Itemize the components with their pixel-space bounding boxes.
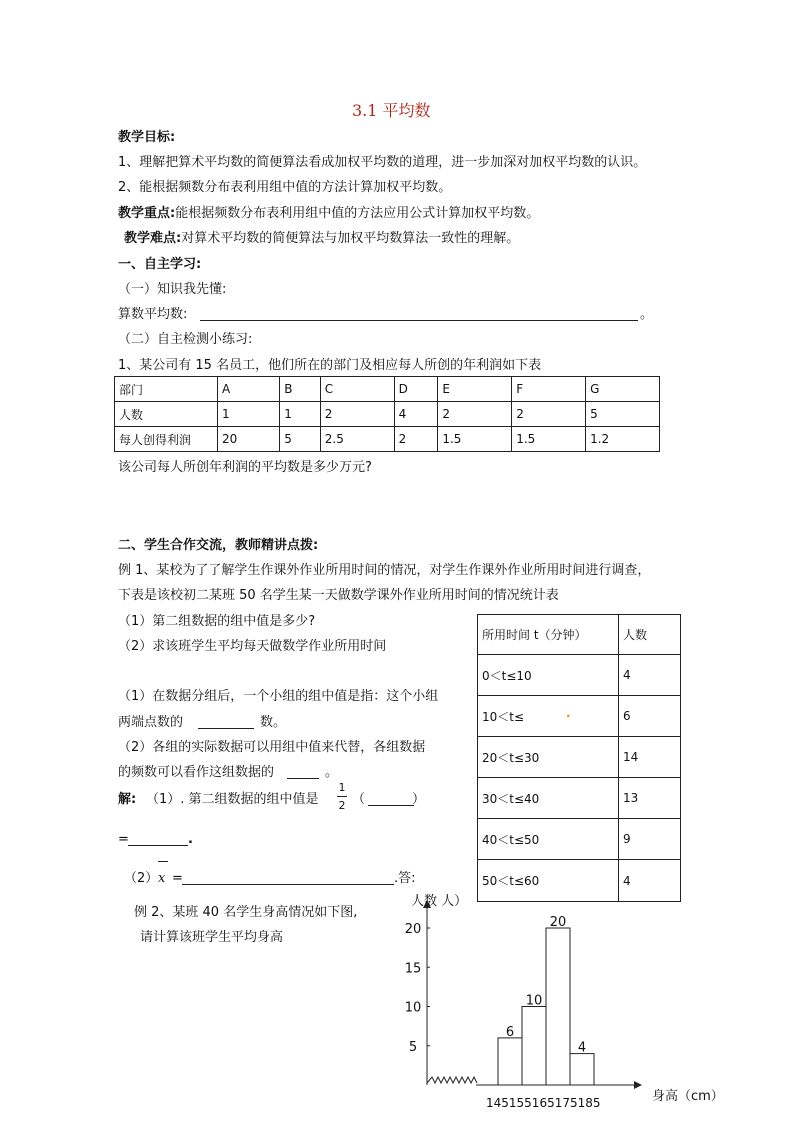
- example-1-line-1: 例 1、某校为了了解学生作课外作业所用时间的情况，对学生作课外作业所用时间进行调查，: [118, 563, 651, 578]
- table-cell: 1.2: [586, 427, 660, 452]
- note-2-line-1: （2）各组的实际数据可以用组中值来代替，各组数据: [118, 740, 426, 755]
- solution-1-paren-close: ）: [412, 792, 426, 807]
- solution-1-paren-open: （: [352, 792, 366, 807]
- table-cell: 2: [320, 402, 394, 427]
- axis-break-zigzag: [427, 1077, 477, 1083]
- table-cell: 2.5: [320, 427, 394, 452]
- solution-2-label: （2）: [124, 871, 159, 886]
- table-cell: E: [438, 377, 512, 402]
- table-cell: 4: [619, 860, 681, 902]
- note-2-text-b: 。: [325, 765, 339, 780]
- note-1-line-1: （1）在数据分组后，一个小组的组中值是指：这个小组: [118, 689, 439, 704]
- fraction-numerator: 1: [338, 781, 346, 794]
- y-tick-label: 20: [404, 922, 422, 937]
- table-cell: 1: [218, 402, 280, 427]
- table-cell: 4: [619, 655, 681, 696]
- table-cell: 14: [619, 737, 681, 778]
- table-cell: 20: [218, 427, 280, 452]
- example-1-q1: （1）第二组数据的组中值是多少?: [118, 614, 316, 629]
- note-1-text-a: 两端点数的: [118, 715, 184, 730]
- table-cell: 13: [619, 778, 681, 819]
- table-cell: 5: [280, 427, 321, 452]
- objective-1: 1、理解把算术平均数的简便算法看成加权平均数的道理，进一步加深对加权平均数的认识。: [118, 155, 647, 170]
- stray-dot: .: [566, 706, 571, 720]
- y-tick-label: 15: [404, 961, 422, 977]
- histogram-bar: [570, 1054, 594, 1085]
- table-cell: B: [280, 377, 321, 402]
- note-1-text-b: 数。: [260, 715, 287, 730]
- fraction-denominator: 2: [338, 799, 346, 812]
- table-cell: G: [586, 377, 660, 402]
- table-cell: 9: [619, 819, 681, 860]
- question-1: 1、某公司有 15 名员工，他们所在的部门及相应每人所创的年利润如下表: [118, 358, 542, 373]
- table-cell: A: [218, 377, 280, 402]
- section2-heading: 二、学生合作交流，教师精讲点拨:: [118, 538, 319, 553]
- objectives-heading: 教学目标:: [118, 130, 176, 145]
- histogram-bar: [498, 1038, 522, 1085]
- table-cell: D: [394, 377, 438, 402]
- section1-sub2: （二）自主检测小练习:: [118, 332, 253, 347]
- table-cell: 人数: [115, 402, 218, 427]
- section1-heading: 一、自主学习:: [118, 257, 202, 272]
- solution-eq-dot: .: [188, 832, 193, 847]
- y-axis-label: 人数 人）: [411, 894, 468, 909]
- histogram-bar: [546, 928, 570, 1085]
- question-1-ask: 该公司每人所创年利润的平均数是多少万元?: [118, 460, 372, 475]
- table-cell: 5: [586, 402, 660, 427]
- table-header-cell: 所用时间 t（分钟）: [478, 615, 619, 655]
- table-cell-text: 10＜t≤: [482, 709, 525, 724]
- table-header-cell: 人数: [619, 615, 681, 655]
- table-cell: 4: [394, 402, 438, 427]
- table-cell: 1.5: [438, 427, 512, 452]
- solution-2-equals: =: [172, 871, 183, 886]
- table-cell: F: [512, 377, 586, 402]
- histogram-bar: [522, 1007, 546, 1086]
- key-point-label: 教学重点:: [118, 206, 176, 221]
- y-tick-label: 10: [404, 1000, 422, 1016]
- bar-value-label: 20: [549, 915, 567, 930]
- x-axis-arrow: [634, 1081, 642, 1089]
- table-cell: 2: [512, 402, 586, 427]
- page-title: 3.1 平均数: [352, 101, 431, 120]
- table-cell: 20＜t≤30: [478, 737, 619, 778]
- difficulty-label: 教学难点:: [124, 231, 182, 246]
- example-1-line-2: 下表是该校初二某班 50 名学生某一天做数学课外作业所用时间的情况统计表: [118, 588, 559, 603]
- x-tick-labels: 145155165175185: [486, 1096, 601, 1110]
- table-cell: 40＜t≤50: [478, 819, 619, 860]
- objective-2: 2、能根据频数分布表利用组中值的方法计算加权平均数。: [118, 180, 452, 195]
- note-2-text-a: 的频数可以看作这组数据的: [118, 765, 275, 780]
- avg-end: 。: [640, 307, 654, 322]
- table-cell: 50＜t≤60: [478, 860, 619, 902]
- solution-eq-sign: =: [118, 832, 129, 847]
- bar-value-label: 6: [505, 1024, 515, 1040]
- difficulty-text: 对算术平均数的简便算法与加权平均数算法一致性的理解。: [181, 231, 520, 246]
- example-1-q2: （2）求该班学生平均每天做数学作业所用时间: [118, 639, 387, 654]
- solution-1-text: （1）. 第二组数据的组中值是: [146, 792, 319, 807]
- section1-sub1: （一）知识我先懂:: [118, 282, 227, 297]
- bar-value-label: 10: [525, 993, 543, 1009]
- solution-label: 解:: [118, 792, 137, 807]
- key-point-text: 能根据频数分布表利用组中值的方法应用公式计算加权平均数。: [175, 206, 540, 221]
- y-tick-label: 5: [408, 1039, 418, 1055]
- table-cell: 30＜t≤40: [478, 778, 619, 819]
- table-cell: C: [320, 377, 394, 402]
- avg-label: 算数平均数:: [118, 307, 188, 322]
- example-2-line-1: 例 2、某班 40 名学生身高情况如下图,: [134, 905, 358, 920]
- table-cell: 6: [619, 696, 681, 737]
- table-cell: 2: [438, 402, 512, 427]
- table-cell: 1.5: [512, 427, 586, 452]
- table-cell: 每人创得利润: [115, 427, 218, 452]
- table-cell: 0＜t≤10: [478, 655, 619, 696]
- bar-value-label: 4: [577, 1040, 587, 1056]
- table-cell: 1: [280, 402, 321, 427]
- x-axis-label: 身高（cm）: [652, 1089, 724, 1104]
- example-2-line-2: 请计算该班学生平均身高: [140, 930, 284, 945]
- table-cell: 2: [394, 427, 438, 452]
- xbar-symbol: x: [158, 871, 166, 886]
- table-cell: 部门: [115, 377, 218, 402]
- solution-2-answer: .答:: [394, 871, 416, 886]
